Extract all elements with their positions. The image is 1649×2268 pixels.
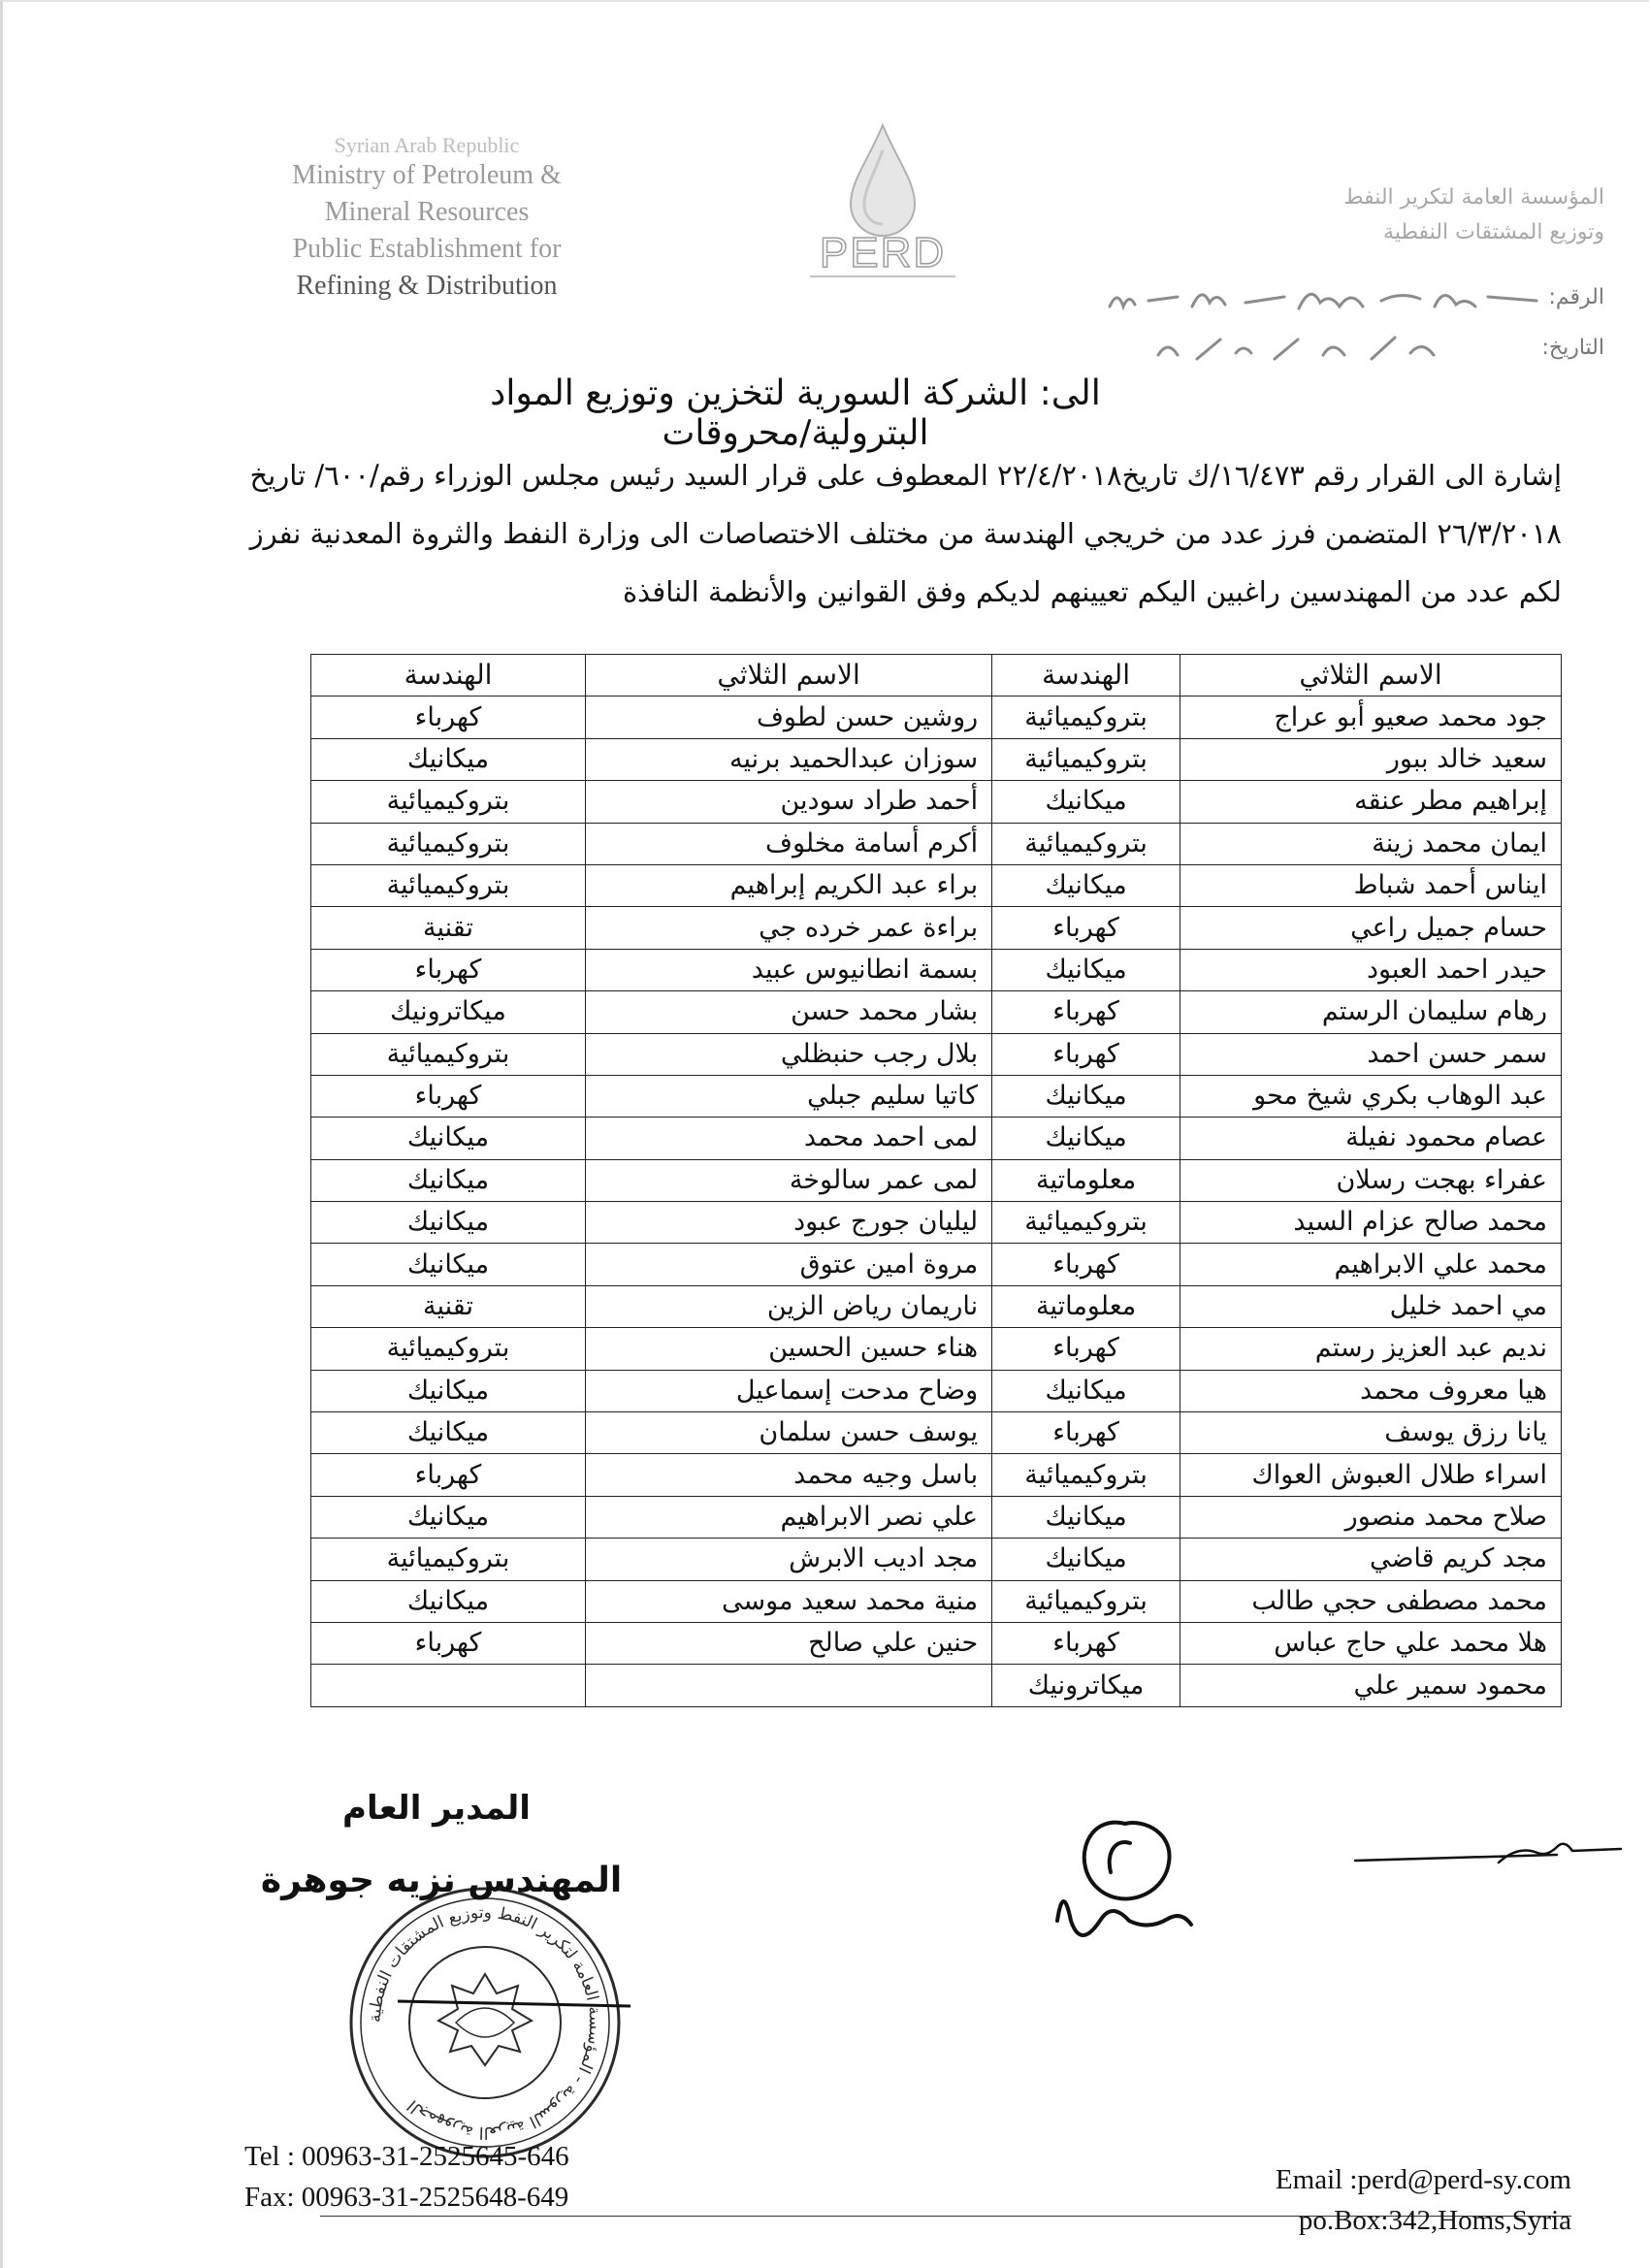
- header-specialty-1: الهندسة: [992, 655, 1180, 697]
- cell-name-1: إبراهيم مطر عنقه: [1180, 781, 1562, 823]
- table-row: [311, 823, 1562, 864]
- cell-specialty-1: ميكاترونيك: [992, 1665, 1180, 1706]
- date-field: [1100, 330, 1604, 369]
- handwritten-date-icon: [1100, 330, 1517, 369]
- cell-specialty-2: ميكانيك: [311, 738, 586, 780]
- header-name-1: الاسم الثلاثي: [1180, 655, 1562, 697]
- table-row: [311, 1370, 1562, 1411]
- cell-specialty-2: كهرباء: [311, 1454, 586, 1496]
- letterhead-english: [247, 134, 606, 305]
- table-row: [311, 1539, 1562, 1580]
- cell-specialty-2: تقنية: [311, 1285, 586, 1327]
- cell-specialty-2: بتروكيميائية: [311, 864, 586, 906]
- table-body: [311, 697, 1562, 1706]
- cell-name-1: مي احمد خليل: [1180, 1285, 1562, 1327]
- letterhead-ar-line-1: المؤسسة العامة لتكرير النفط: [1343, 185, 1604, 210]
- table-row: [311, 949, 1562, 990]
- cell-name-2: حنين علي صالح: [585, 1622, 991, 1664]
- table-row: [311, 907, 1562, 949]
- engineers-table: [310, 654, 1562, 1707]
- cell-name-2: لمى عمر سالوخة: [585, 1159, 991, 1201]
- cell-specialty-1: ميكانيك: [992, 949, 1180, 990]
- cell-name-2: براء عبد الكريم إبراهيم: [585, 864, 991, 906]
- table-row: [311, 1075, 1562, 1117]
- cell-specialty-2: بتروكيميائية: [311, 1033, 586, 1075]
- cell-specialty-2: ميكانيك: [311, 1244, 586, 1285]
- cell-specialty-2: كهرباء: [311, 1075, 586, 1117]
- cell-name-1: عبد الوهاب بكري شيخ محو: [1180, 1075, 1562, 1117]
- table-row: [311, 1159, 1562, 1201]
- table-row: [311, 1496, 1562, 1538]
- cell-name-2: بسمة انطانيوس عبيد: [585, 949, 991, 990]
- cell-specialty-2: ميكانيك: [311, 1202, 586, 1244]
- cell-name-1: هيا معروف محمد: [1180, 1370, 1562, 1411]
- cell-specialty-1: بتروكيميائية: [992, 1580, 1180, 1622]
- table-row: [311, 991, 1562, 1033]
- cell-name-2: سوزان عبدالحميد برنيه: [585, 738, 991, 780]
- cell-name-1: سعيد خالد ببور: [1180, 738, 1562, 780]
- signatory-title: المدير العام: [342, 1789, 531, 1828]
- cell-name-1: سمر حسن احمد: [1180, 1033, 1562, 1075]
- cell-name-1: هلا محمد علي حاج عباس: [1180, 1622, 1562, 1664]
- cell-specialty-1: كهرباء: [992, 1622, 1180, 1664]
- letterhead-establishment: Public Establishment for: [292, 234, 562, 264]
- cell-specialty-1: بتروكيميائية: [992, 738, 1180, 780]
- table-row: [311, 1580, 1562, 1622]
- cell-name-2: [585, 1665, 991, 1706]
- table-row: [311, 1328, 1562, 1370]
- footer-contact: [1135, 2159, 1571, 2241]
- cell-specialty-1: ميكانيك: [992, 1539, 1180, 1580]
- header-name-2: الاسم الثلاثي: [585, 655, 991, 697]
- table-header-row: [311, 655, 1562, 697]
- cell-name-1: محمود سمير علي: [1180, 1665, 1562, 1706]
- cell-name-2: براءة عمر خرده جي: [585, 907, 991, 949]
- cell-name-2: روشين حسن لطوف: [585, 697, 991, 738]
- footer-fax: Fax: 00963-31-2525648-649: [244, 2182, 569, 2213]
- reference-number: [1100, 279, 1604, 318]
- table-row: [311, 1285, 1562, 1327]
- cell-specialty-1: ميكانيك: [992, 864, 1180, 906]
- cell-name-1: ايمان محمد زينة: [1180, 823, 1562, 864]
- cell-specialty-2: ميكانيك: [311, 1159, 586, 1201]
- cell-specialty-2: كهرباء: [311, 1622, 586, 1664]
- footer-phone: [244, 2136, 569, 2218]
- cell-specialty-2: بتروكيميائية: [311, 823, 586, 864]
- cell-name-2: علي نصر الابراهيم: [585, 1496, 991, 1538]
- cell-specialty-1: معلوماتية: [992, 1285, 1180, 1327]
- cell-name-2: لمى احمد محمد: [585, 1118, 991, 1159]
- cell-name-2: كاتيا سليم جبلي: [585, 1075, 991, 1117]
- official-seal-icon: [340, 1877, 630, 2168]
- table-row: [311, 1202, 1562, 1244]
- cell-name-1: ايناس أحمد شباط: [1180, 864, 1562, 906]
- cell-specialty-1: بتروكيميائية: [992, 697, 1180, 738]
- cell-name-1: مجد كريم قاضي: [1180, 1539, 1562, 1580]
- cell-specialty-2: بتروكيميائية: [311, 1539, 586, 1580]
- cell-specialty-1: كهرباء: [992, 1328, 1180, 1370]
- reference-label: الرقم:: [1548, 285, 1604, 309]
- table-row: [311, 1665, 1562, 1706]
- cell-specialty-2: ميكانيك: [311, 1496, 586, 1538]
- cell-name-2: منية محمد سعيد موسى: [585, 1580, 991, 1622]
- cell-name-2: أحمد طراد سودين: [585, 781, 991, 823]
- recipient-line: الى: الشركة السورية لتخزين وتوزيع المواد البترولية/محروقات: [490, 373, 1101, 453]
- cell-specialty-2: ميكانيك: [311, 1370, 586, 1411]
- cell-specialty-1: كهرباء: [992, 991, 1180, 1033]
- cell-name-2: باسل وجيه محمد: [585, 1454, 991, 1496]
- cell-name-2: مجد اديب الابرش: [585, 1539, 991, 1580]
- cell-name-2: هناء حسين الحسين: [585, 1328, 991, 1370]
- cell-specialty-2: كهرباء: [311, 697, 586, 738]
- cell-specialty-1: ميكانيك: [992, 1075, 1180, 1117]
- table-row: [311, 1033, 1562, 1075]
- cell-specialty-1: ميكانيك: [992, 1370, 1180, 1411]
- date-label: التاريخ:: [1541, 336, 1604, 360]
- cell-specialty-2: ميكاترونيك: [311, 991, 586, 1033]
- cell-name-1: حسام جميل راعي: [1180, 907, 1562, 949]
- cell-name-2: بلال رجب حنبظلي: [585, 1033, 991, 1075]
- cell-name-2: يوسف حسن سلمان: [585, 1412, 991, 1454]
- cell-specialty-2: بتروكيميائية: [311, 1328, 586, 1370]
- table-row: [311, 1622, 1562, 1664]
- handwritten-signature-icon: [1018, 1804, 1251, 1960]
- cell-specialty-2: [311, 1665, 586, 1706]
- cell-name-1: محمد مصطفى حجي طالب: [1180, 1580, 1562, 1622]
- letterhead-ministry: Ministry of Petroleum &: [292, 160, 562, 190]
- cell-name-2: بشار محمد حسن: [585, 991, 991, 1033]
- cell-name-1: نديم عبد العزيز رستم: [1180, 1328, 1562, 1370]
- table-row: [311, 781, 1562, 823]
- cell-name-1: صلاح محمد منصور: [1180, 1496, 1562, 1538]
- cell-specialty-1: بتروكيميائية: [992, 1454, 1180, 1496]
- perd-logo-icon: [791, 121, 975, 286]
- cell-specialty-2: ميكانيك: [311, 1580, 586, 1622]
- cell-name-2: وضاح مدحت إسماعيل: [585, 1370, 991, 1411]
- table-row: [311, 1244, 1562, 1285]
- cell-specialty-1: بتروكيميائية: [992, 1202, 1180, 1244]
- signatory-name: المهندس نزيه جوهرة: [260, 1861, 623, 1900]
- table-row: [311, 738, 1562, 780]
- cell-specialty-1: كهرباء: [992, 1244, 1180, 1285]
- cell-name-1: اسراء طلال العبوش العواك: [1180, 1454, 1562, 1496]
- letterhead-ministry-2: Mineral Resources: [324, 197, 530, 227]
- footer-tel: Tel : 00963-31-2525645-646: [244, 2141, 569, 2172]
- table-row: [311, 697, 1562, 738]
- cell-name-1: حيدر احمد العبود: [1180, 949, 1562, 990]
- cell-name-2: ناريمان رياض الزين: [585, 1285, 991, 1327]
- letterhead-refining: Refining & Distribution: [296, 271, 558, 301]
- cell-name-2: أكرم أسامة مخلوف: [585, 823, 991, 864]
- cell-specialty-2: كهرباء: [311, 949, 586, 990]
- letterhead-arabic: [1255, 180, 1604, 250]
- table-row: [311, 1454, 1562, 1496]
- cell-name-2: ليليان جورج عبود: [585, 1202, 991, 1244]
- cell-name-1: عصام محمود نفيلة: [1180, 1118, 1562, 1159]
- cell-specialty-2: ميكانيك: [311, 1412, 586, 1454]
- footer-email: Email :perd@perd-sy.com: [1275, 2164, 1571, 2195]
- cell-specialty-1: كهرباء: [992, 1412, 1180, 1454]
- handwritten-reference-icon: [1100, 279, 1556, 318]
- table-row: [311, 864, 1562, 906]
- cell-specialty-1: ميكانيك: [992, 781, 1180, 823]
- svg-text:الجمهورية العربية السورية - ال: الجمهورية العربية السورية - المؤسسة العامة لتكرير النفط وتوزيع المشتقات النفطية: [365, 1902, 605, 2143]
- cell-name-1: رهام سليمان الرستم: [1180, 991, 1562, 1033]
- cell-name-2: مروة امين عتوق: [585, 1244, 991, 1285]
- letterhead-ar-line-2: وتوزيع المشتقات النفطية: [1383, 220, 1604, 244]
- cell-specialty-1: ميكانيك: [992, 1496, 1180, 1538]
- table-row: [311, 1412, 1562, 1454]
- cell-specialty-1: معلوماتية: [992, 1159, 1180, 1201]
- cell-specialty-1: كهرباء: [992, 907, 1180, 949]
- letterhead-country: Syrian Arab Republic: [334, 133, 520, 157]
- footer-pobox: po.Box:342,Homs,Syria: [1298, 2205, 1571, 2236]
- handwritten-initials-icon: [1353, 1833, 1625, 1872]
- cell-name-1: محمد علي الابراهيم: [1180, 1244, 1562, 1285]
- cell-name-1: يانا رزق يوسف: [1180, 1412, 1562, 1454]
- letter-body: إشارة الى القرار رقم ١٦/٤٧٣/ك تاريخ٢٢/٤/٢٠١٨ المعطوف على قرار السيد رئيس مجلس الوزراء رقم/٦٠٠/ تاريخ ٢٦/٣/٢٠١٨ المتضمن فرز عدد من خريجي الهندسة من مختلف الاختصاصات الى وزارة النفط والثروة المعدنية نفرز لكم عدد من المهندسين راغبين اليكم تعيينهم لديكم وفق القوانين والأنظمة النافذة: [249, 459, 1562, 608]
- svg-text:PERD: PERD: [819, 229, 947, 276]
- cell-specialty-1: بتروكيميائية: [992, 823, 1180, 864]
- cell-specialty-2: بتروكيميائية: [311, 781, 586, 823]
- cell-specialty-2: تقنية: [311, 907, 586, 949]
- header-specialty-2: الهندسة: [311, 655, 586, 697]
- table-row: [311, 1118, 1562, 1159]
- cell-name-1: محمد صالح عزام السيد: [1180, 1202, 1562, 1244]
- cell-specialty-2: ميكانيك: [311, 1118, 586, 1159]
- cell-specialty-1: ميكانيك: [992, 1118, 1180, 1159]
- cell-specialty-1: كهرباء: [992, 1033, 1180, 1075]
- cell-name-1: عفراء بهجت رسلان: [1180, 1159, 1562, 1201]
- cell-name-1: جود محمد صعيو أبو عراج: [1180, 697, 1562, 738]
